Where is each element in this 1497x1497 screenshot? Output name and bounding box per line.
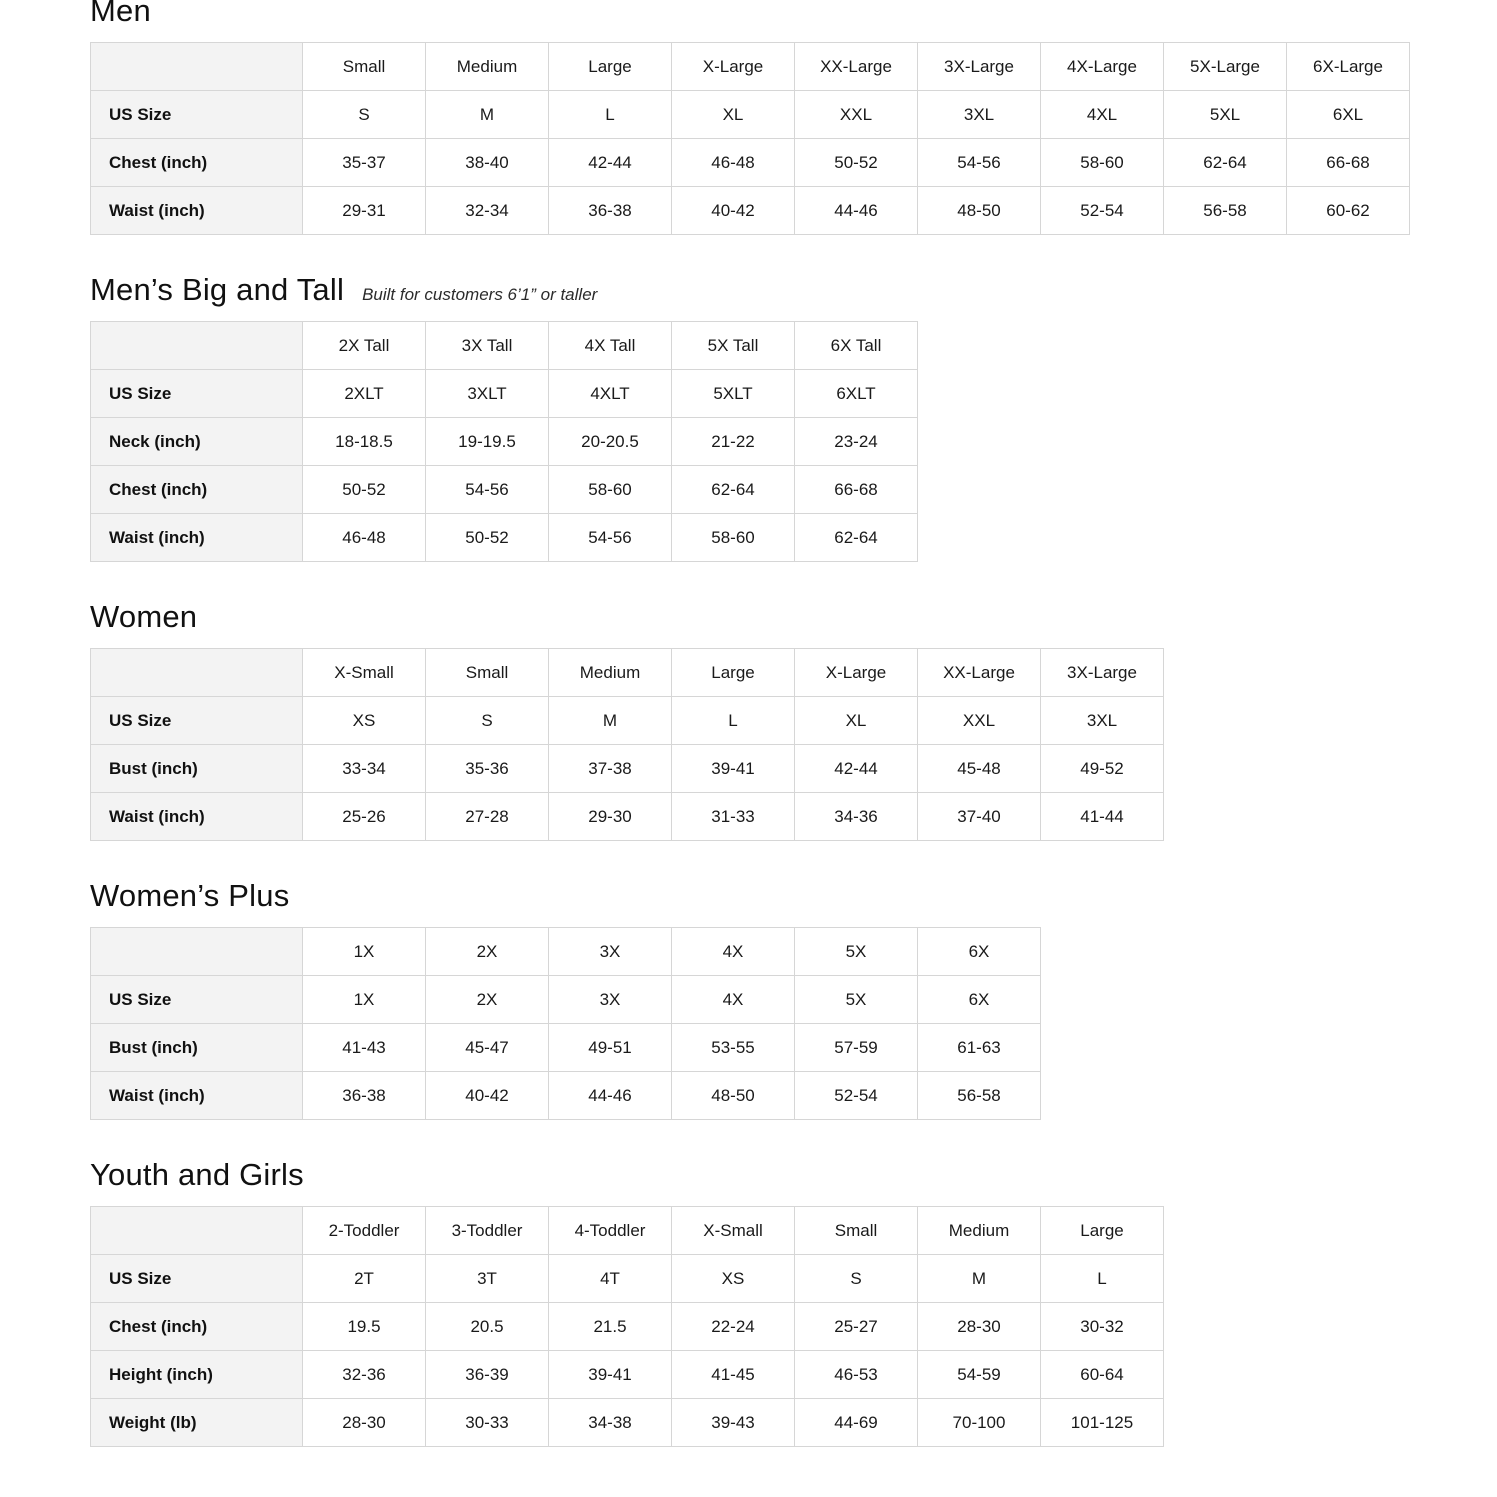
- table-cell: 4XLT: [549, 370, 672, 418]
- column-header: X-Small: [303, 649, 426, 697]
- table-cell: 39-41: [549, 1351, 672, 1399]
- table-cell: XXL: [795, 91, 918, 139]
- table-cell: 32-34: [426, 187, 549, 235]
- table-cell: 21.5: [549, 1303, 672, 1351]
- column-header: XX-Large: [795, 43, 918, 91]
- table-cell: 3XL: [918, 91, 1041, 139]
- table-cell: 27-28: [426, 793, 549, 841]
- table-cell: 29-30: [549, 793, 672, 841]
- column-header: 3X-Large: [918, 43, 1041, 91]
- table-row: [91, 139, 1410, 187]
- column-header: Medium: [918, 1207, 1041, 1255]
- size-table: [90, 927, 1041, 1120]
- row-header: Waist (inch): [91, 793, 303, 841]
- table-cell: L: [549, 91, 672, 139]
- table-cell: 4XL: [1041, 91, 1164, 139]
- table-cell: 41-44: [1041, 793, 1164, 841]
- column-header: Large: [549, 43, 672, 91]
- table-cell: 23-24: [795, 418, 918, 466]
- table-cell: S: [303, 91, 426, 139]
- column-header: 4-Toddler: [549, 1207, 672, 1255]
- table-cell: 62-64: [672, 466, 795, 514]
- table-cell: 58-60: [672, 514, 795, 562]
- column-header: Medium: [426, 43, 549, 91]
- table-cell: 3XL: [1041, 697, 1164, 745]
- table-cell: 66-68: [795, 466, 918, 514]
- column-header: 4X-Large: [1041, 43, 1164, 91]
- table-cell: 57-59: [795, 1024, 918, 1072]
- table-cell: 101-125: [1041, 1399, 1164, 1447]
- section-title: Men’s Big and Tall: [90, 272, 345, 308]
- table-cell: 4T: [549, 1255, 672, 1303]
- table-cell: 42-44: [795, 745, 918, 793]
- table-cell: 18-18.5: [303, 418, 426, 466]
- table-cell: 45-48: [918, 745, 1041, 793]
- row-header: Neck (inch): [91, 418, 303, 466]
- row-header: Bust (inch): [91, 745, 303, 793]
- table-cell: 38-40: [426, 139, 549, 187]
- table-row: [91, 514, 918, 562]
- table-cell: 3XLT: [426, 370, 549, 418]
- table-header-row: [91, 649, 1164, 697]
- table-corner-cell: [91, 928, 303, 976]
- table-corner-cell: [91, 649, 303, 697]
- table-cell: 20.5: [426, 1303, 549, 1351]
- size-section: [90, 1158, 1437, 1447]
- table-row: [91, 187, 1410, 235]
- row-header: Chest (inch): [91, 1303, 303, 1351]
- table-cell: 54-56: [549, 514, 672, 562]
- table-cell: 32-36: [303, 1351, 426, 1399]
- table-cell: 22-24: [672, 1303, 795, 1351]
- row-header: Waist (inch): [91, 1072, 303, 1120]
- table-cell: 39-41: [672, 745, 795, 793]
- table-row: [91, 466, 918, 514]
- table-row: [91, 370, 918, 418]
- table-cell: 19.5: [303, 1303, 426, 1351]
- column-header: X-Large: [795, 649, 918, 697]
- table-cell: 34-38: [549, 1399, 672, 1447]
- table-cell: 36-39: [426, 1351, 549, 1399]
- table-cell: 19-19.5: [426, 418, 549, 466]
- table-cell: 41-45: [672, 1351, 795, 1399]
- table-cell: S: [426, 697, 549, 745]
- table-cell: 2XLT: [303, 370, 426, 418]
- table-cell: 2X: [426, 976, 549, 1024]
- table-cell: 25-27: [795, 1303, 918, 1351]
- sections-container: [90, 0, 1437, 1447]
- column-header: 3X Tall: [426, 322, 549, 370]
- column-header: 5X Tall: [672, 322, 795, 370]
- column-header: Large: [1041, 1207, 1164, 1255]
- table-cell: 33-34: [303, 745, 426, 793]
- row-header: Chest (inch): [91, 466, 303, 514]
- row-header: US Size: [91, 370, 303, 418]
- column-header: Small: [303, 43, 426, 91]
- table-cell: 66-68: [1287, 139, 1410, 187]
- table-cell: 46-48: [303, 514, 426, 562]
- table-row: [91, 1072, 1041, 1120]
- column-header: X-Large: [672, 43, 795, 91]
- row-header: Height (inch): [91, 1351, 303, 1399]
- column-header: 5X: [795, 928, 918, 976]
- table-cell: 54-56: [918, 139, 1041, 187]
- table-cell: 6X: [918, 976, 1041, 1024]
- table-row: [91, 745, 1164, 793]
- table-cell: 28-30: [303, 1399, 426, 1447]
- size-table: [90, 321, 918, 562]
- table-cell: L: [1041, 1255, 1164, 1303]
- table-cell: 50-52: [795, 139, 918, 187]
- row-header: US Size: [91, 976, 303, 1024]
- table-cell: 48-50: [918, 187, 1041, 235]
- table-cell: 30-32: [1041, 1303, 1164, 1351]
- table-row: [91, 1351, 1164, 1399]
- row-header: US Size: [91, 697, 303, 745]
- table-cell: 44-46: [549, 1072, 672, 1120]
- table-cell: 25-26: [303, 793, 426, 841]
- section-title: Men: [90, 0, 151, 28]
- column-header: Large: [672, 649, 795, 697]
- table-cell: 56-58: [918, 1072, 1041, 1120]
- size-section: [90, 600, 1437, 841]
- table-cell: 30-33: [426, 1399, 549, 1447]
- table-header-row: [91, 322, 918, 370]
- table-header-row: [91, 1207, 1164, 1255]
- column-header: 6X: [918, 928, 1041, 976]
- table-cell: 54-56: [426, 466, 549, 514]
- table-cell: 45-47: [426, 1024, 549, 1072]
- table-cell: 50-52: [303, 466, 426, 514]
- table-cell: 36-38: [549, 187, 672, 235]
- row-header: Chest (inch): [91, 139, 303, 187]
- row-header: Waist (inch): [91, 514, 303, 562]
- table-cell: 58-60: [1041, 139, 1164, 187]
- section-header: [90, 273, 1437, 307]
- table-row: [91, 793, 1164, 841]
- column-header: 3X: [549, 928, 672, 976]
- size-section: [90, 0, 1437, 235]
- table-cell: 39-43: [672, 1399, 795, 1447]
- table-cell: M: [549, 697, 672, 745]
- table-cell: 1X: [303, 976, 426, 1024]
- column-header: 4X Tall: [549, 322, 672, 370]
- table-cell: 49-51: [549, 1024, 672, 1072]
- table-cell: 35-36: [426, 745, 549, 793]
- table-cell: 58-60: [549, 466, 672, 514]
- table-cell: 6XL: [1287, 91, 1410, 139]
- table-cell: 61-63: [918, 1024, 1041, 1072]
- row-header: Weight (lb): [91, 1399, 303, 1447]
- section-header: [90, 879, 1437, 913]
- column-header: 3X-Large: [1041, 649, 1164, 697]
- table-cell: 36-38: [303, 1072, 426, 1120]
- table-cell: 46-53: [795, 1351, 918, 1399]
- table-row: [91, 1303, 1164, 1351]
- table-cell: S: [795, 1255, 918, 1303]
- table-cell: 21-22: [672, 418, 795, 466]
- table-cell: XL: [672, 91, 795, 139]
- table-cell: 29-31: [303, 187, 426, 235]
- row-header: US Size: [91, 91, 303, 139]
- column-header: 4X: [672, 928, 795, 976]
- column-header: 5X-Large: [1164, 43, 1287, 91]
- column-header: 6X Tall: [795, 322, 918, 370]
- table-cell: M: [918, 1255, 1041, 1303]
- row-header: Bust (inch): [91, 1024, 303, 1072]
- table-cell: 4X: [672, 976, 795, 1024]
- table-cell: 3T: [426, 1255, 549, 1303]
- table-cell: 52-54: [1041, 187, 1164, 235]
- table-header-row: [91, 43, 1410, 91]
- table-cell: 40-42: [426, 1072, 549, 1120]
- table-cell: 52-54: [795, 1072, 918, 1120]
- table-cell: 50-52: [426, 514, 549, 562]
- table-row: [91, 1024, 1041, 1072]
- table-cell: 37-40: [918, 793, 1041, 841]
- table-cell: XXL: [918, 697, 1041, 745]
- table-row: [91, 1399, 1164, 1447]
- table-cell: 48-50: [672, 1072, 795, 1120]
- table-cell: XS: [672, 1255, 795, 1303]
- table-cell: 54-59: [918, 1351, 1041, 1399]
- table-cell: 46-48: [672, 139, 795, 187]
- table-cell: L: [672, 697, 795, 745]
- table-cell: 34-36: [795, 793, 918, 841]
- table-cell: 62-64: [795, 514, 918, 562]
- size-section: [90, 273, 1437, 562]
- column-header: 3-Toddler: [426, 1207, 549, 1255]
- table-cell: 49-52: [1041, 745, 1164, 793]
- table-header-row: [91, 928, 1041, 976]
- table-cell: 60-64: [1041, 1351, 1164, 1399]
- table-cell: 3X: [549, 976, 672, 1024]
- table-cell: 44-69: [795, 1399, 918, 1447]
- table-cell: 5XLT: [672, 370, 795, 418]
- table-cell: 56-58: [1164, 187, 1287, 235]
- section-title: Women: [90, 599, 198, 635]
- table-cell: 5XL: [1164, 91, 1287, 139]
- table-cell: 40-42: [672, 187, 795, 235]
- table-cell: 42-44: [549, 139, 672, 187]
- table-cell: XS: [303, 697, 426, 745]
- table-cell: 44-46: [795, 187, 918, 235]
- row-header: US Size: [91, 1255, 303, 1303]
- table-row: [91, 697, 1164, 745]
- column-header: 2-Toddler: [303, 1207, 426, 1255]
- row-header: Waist (inch): [91, 187, 303, 235]
- section-title: Women’s Plus: [90, 878, 290, 914]
- table-cell: 35-37: [303, 139, 426, 187]
- table-cell: 37-38: [549, 745, 672, 793]
- table-cell: 2T: [303, 1255, 426, 1303]
- column-header: 1X: [303, 928, 426, 976]
- column-header: Small: [795, 1207, 918, 1255]
- column-header: Small: [426, 649, 549, 697]
- column-header: XX-Large: [918, 649, 1041, 697]
- table-row: [91, 976, 1041, 1024]
- table-row: [91, 91, 1410, 139]
- size-table: [90, 1206, 1164, 1447]
- table-cell: 62-64: [1164, 139, 1287, 187]
- table-cell: 6XLT: [795, 370, 918, 418]
- table-cell: 31-33: [672, 793, 795, 841]
- column-header: 6X-Large: [1287, 43, 1410, 91]
- column-header: X-Small: [672, 1207, 795, 1255]
- table-corner-cell: [91, 322, 303, 370]
- section-header: [90, 1158, 1437, 1192]
- table-row: [91, 1255, 1164, 1303]
- table-cell: 53-55: [672, 1024, 795, 1072]
- size-section: [90, 879, 1437, 1120]
- section-note: Built for customers 6’1” or taller: [362, 285, 598, 305]
- size-table: [90, 648, 1164, 841]
- section-header: [90, 0, 1437, 28]
- section-header: [90, 600, 1437, 634]
- table-corner-cell: [91, 43, 303, 91]
- table-cell: 70-100: [918, 1399, 1041, 1447]
- table-cell: 28-30: [918, 1303, 1041, 1351]
- table-corner-cell: [91, 1207, 303, 1255]
- table-cell: XL: [795, 697, 918, 745]
- size-table: [90, 42, 1410, 235]
- section-title: Youth and Girls: [90, 1157, 304, 1193]
- table-cell: 20-20.5: [549, 418, 672, 466]
- table-cell: 60-62: [1287, 187, 1410, 235]
- table-cell: 41-43: [303, 1024, 426, 1072]
- table-row: [91, 418, 918, 466]
- column-header: Medium: [549, 649, 672, 697]
- table-cell: M: [426, 91, 549, 139]
- column-header: 2X Tall: [303, 322, 426, 370]
- column-header: 2X: [426, 928, 549, 976]
- table-cell: 5X: [795, 976, 918, 1024]
